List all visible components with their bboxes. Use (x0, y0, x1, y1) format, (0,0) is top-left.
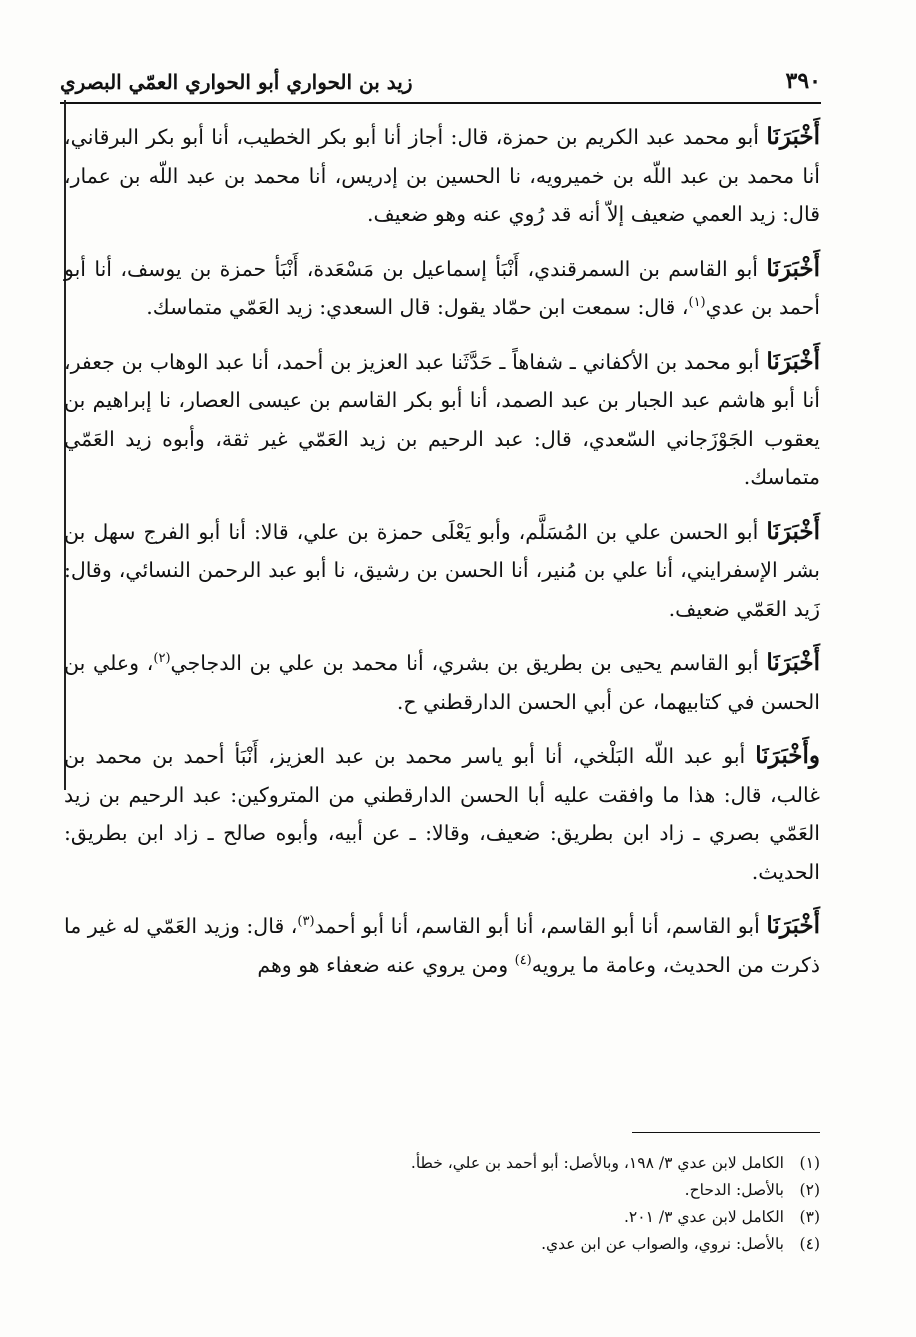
paragraph-lead: أَخْبَرَنَا (766, 649, 820, 676)
footnote-number: (٣) (799, 1208, 820, 1226)
footnote-number: (٢) (799, 1181, 820, 1199)
paragraph (64, 644, 820, 721)
footnote-text: الكامل لابن عدي ٣/ ١٩٨، وبالأصل: أبو أحمد بن علي، خطأ. (410, 1154, 784, 1172)
footnote-text: الكامل لابن عدي ٣/ ٢٠١. (623, 1208, 784, 1226)
paragraph-lead: أَخْبَرَنَا (766, 254, 820, 282)
paragraph-lead: أَخْبَرَنَا (766, 912, 820, 939)
paragraph-lead: أَخْبَرَنَا (766, 347, 820, 375)
paragraph (64, 907, 820, 984)
paragraph-text: ، قال: سمعت ابن حمّاد يقول: قال السعدي: زيد العَمّي متماسك. (146, 295, 689, 319)
paragraph-text: أبو القاسم يحيى بن بطريق بن بشري، أنا محمد بن علي بن الدجاجي (170, 651, 767, 675)
footnote-ref[interactable]: (٣) (297, 914, 315, 930)
footnote-separator (632, 1132, 820, 1133)
paragraph (64, 737, 820, 891)
paragraph (64, 250, 820, 327)
footnote (64, 1150, 820, 1177)
paragraph-lead: وأَخْبَرَنَا (755, 742, 820, 769)
paragraph-text: أبو محمد عبد الكريم بن حمزة، قال: أجاز أنا أبو بكر الخطيب، أنا أبو بكر البرقاني، أنا محمد بن عبد اللّه بن خميرويه، نا الحسين بن إدريس، أنا محمد بن عبد اللّه بن عمار، قال: زيد العمي ضعيف إلاّ أنه قد رُوي عنه وهو ضعيف. (64, 125, 820, 226)
paragraph-text: أبو الحسن علي بن المُسَلَّم، وأبو يَعْلَى حمزة بن علي، قالا: أنا أبو الفرج سهل بن بشر الإسفرايني، أنا علي بن مُنير، أنا الحسن بن رشيق، نا أبو عبد الرحمن النسائي، وقال: زَيد العَمّي ضعيف. (64, 519, 820, 621)
paragraph-lead: أَخْبَرَنَا (766, 517, 820, 545)
footnote-text: بالأصل: الدحاح. (684, 1181, 784, 1199)
paragraph-text: ومن يروي عنه ضعفاء هو وهم (257, 952, 515, 977)
footnotes (64, 1150, 820, 1258)
footnote (64, 1177, 820, 1204)
footnote-text: بالأصل: نروي، والصواب عن ابن عدي. (541, 1235, 784, 1253)
paragraph-text: أبو محمد بن الأكفاني ـ شفاهاً ـ حَدَّثَنا عبد العزيز بن أحمد، أنا عبد الوهاب بن جعفر، أنا أبو هاشم عبد الجبار بن عبد الصمد، أنا أبو بكر القاسم بن عيسى العصار، نا إبراهيم بن يعقوب الجَوْزَجاني السّعدي، قال: عبد الرحيم بن زيد العَمّي غير ثقة، وأبوه زيد العَمّي متماسك. (64, 349, 820, 489)
paragraph-text: أبو القاسم بن السمرقندي، أَنْبَأ إسماعيل بن مَسْعَدة، أَنْبَأ حمزة بن يوسف، أنا أبو أحمد بن عدي (64, 256, 820, 319)
footnote-ref[interactable]: (٢) (153, 651, 171, 667)
page-number: ٣٩٠ (785, 68, 821, 94)
footnote-ref[interactable]: (٤) (514, 952, 532, 968)
paragraph (64, 118, 820, 234)
footnote-number: (١) (799, 1154, 820, 1172)
footnote-ref[interactable]: (١) (688, 295, 706, 311)
page-header (60, 62, 821, 104)
running-title: زيد بن الحواري أبو الحواري العمّي البصري (60, 70, 413, 94)
paragraph-text: أبو القاسم، أنا أبو القاسم، أنا أبو القاسم، أنا أبو أحمد (314, 914, 767, 938)
paragraph-text: أبو عبد اللّه البَلْخي، أنا أبو ياسر محمد بن عبد العزيز، أَنْبَأ أحمد بن محمد بن غالب، قال: هذا ما وافقت عليه أبا الحسن الدارقطني من المتروكين: عبد الرحيم بن زيد العَمّي بصري ـ زاد ابن بطريق: ضعيف، وقالا: ـ عن أبيه، وأبوه صالح ـ زاد ابن بطريق: الحديث. (64, 744, 820, 884)
main-text (64, 118, 820, 1000)
paragraph-lead: أَخْبَرَنَا (766, 123, 820, 150)
paragraph (64, 343, 820, 497)
paragraph-text: ، وعلي بن الحسن في كتابيهما، عن أبي الحسن الدارقطني ح. (64, 651, 820, 714)
footnote-number: (٤) (799, 1235, 820, 1253)
footnote (64, 1204, 820, 1231)
paragraph (64, 513, 820, 629)
footnote (64, 1231, 820, 1258)
paragraph-text: ، قال: وزيد العَمّي له غير ما ذكرت من الحديث، وعامة ما يرويه (64, 914, 820, 977)
